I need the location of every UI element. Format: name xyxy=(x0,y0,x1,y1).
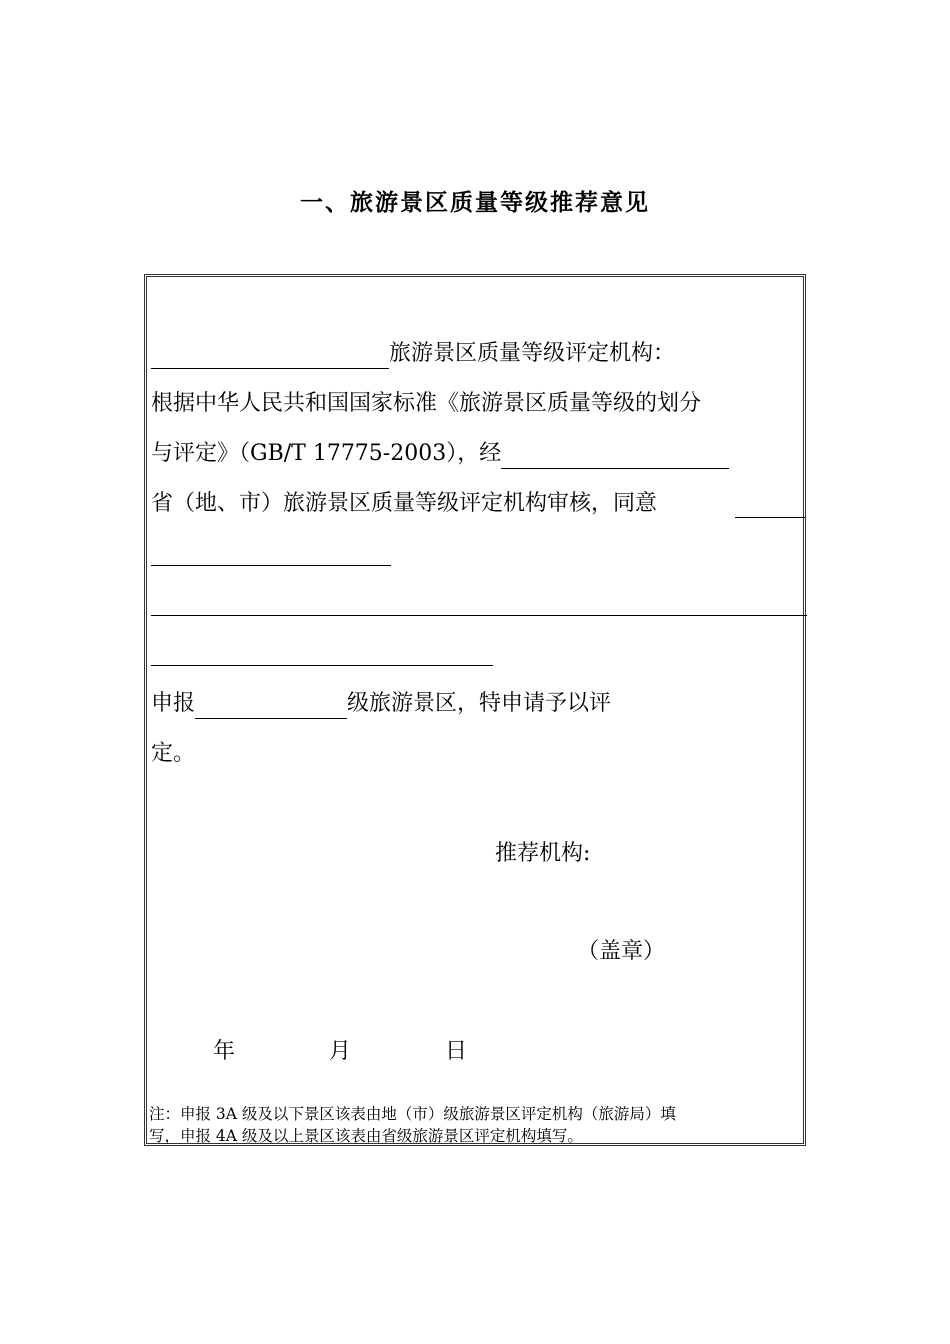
paragraph-line-1: 根据中华人民共和国国家标准《旅游景区质量等级的划分 xyxy=(151,391,702,416)
grade-blank[interactable] xyxy=(195,694,347,719)
footnote-line-1: 注：申报 3A 级及以下景区该表由地（市）级旅游景区评定机构（旅游局）填 xyxy=(149,1105,676,1123)
scenic-area-blank-1[interactable] xyxy=(151,565,391,566)
recommender-label: 推荐机构: xyxy=(495,841,591,866)
paragraph-line-2-text: 与评定》（GB/T 17775-2003），经 xyxy=(151,441,502,466)
scenic-area-blank-2[interactable] xyxy=(151,615,807,616)
scenic-area-blank-3[interactable] xyxy=(151,665,493,666)
consent-blank-end[interactable] xyxy=(735,517,805,518)
footnote-line-2: 写，申报 4A 级及以上景区该表由省级旅游景区评定机构填写。 xyxy=(149,1127,583,1145)
apply-end: 定。 xyxy=(151,741,196,766)
addressee-blank[interactable] xyxy=(151,344,389,369)
paragraph-line-3 xyxy=(151,489,657,519)
date-year: 年 xyxy=(213,1039,236,1064)
apply-line xyxy=(151,689,611,719)
addressee-line xyxy=(151,339,675,369)
paragraph-line-2 xyxy=(151,439,729,469)
recommendation-form xyxy=(144,274,806,1146)
apply-prefix: 申报 xyxy=(151,691,196,716)
seal-label: （盖章） xyxy=(577,939,666,964)
province-blank[interactable] xyxy=(501,444,729,469)
apply-suffix: 级旅游景区，特申请予以评 xyxy=(347,691,612,716)
page-title: 一、旅游景区质量等级推荐意见 xyxy=(300,189,650,216)
addressee-suffix: 旅游景区质量等级评定机构： xyxy=(389,341,676,366)
paragraph-line-3-text: 省（地、市）旅游景区质量等级评定机构审核，同意 xyxy=(151,491,658,516)
date-month: 月 xyxy=(329,1039,352,1064)
date-day: 日 xyxy=(445,1039,468,1064)
